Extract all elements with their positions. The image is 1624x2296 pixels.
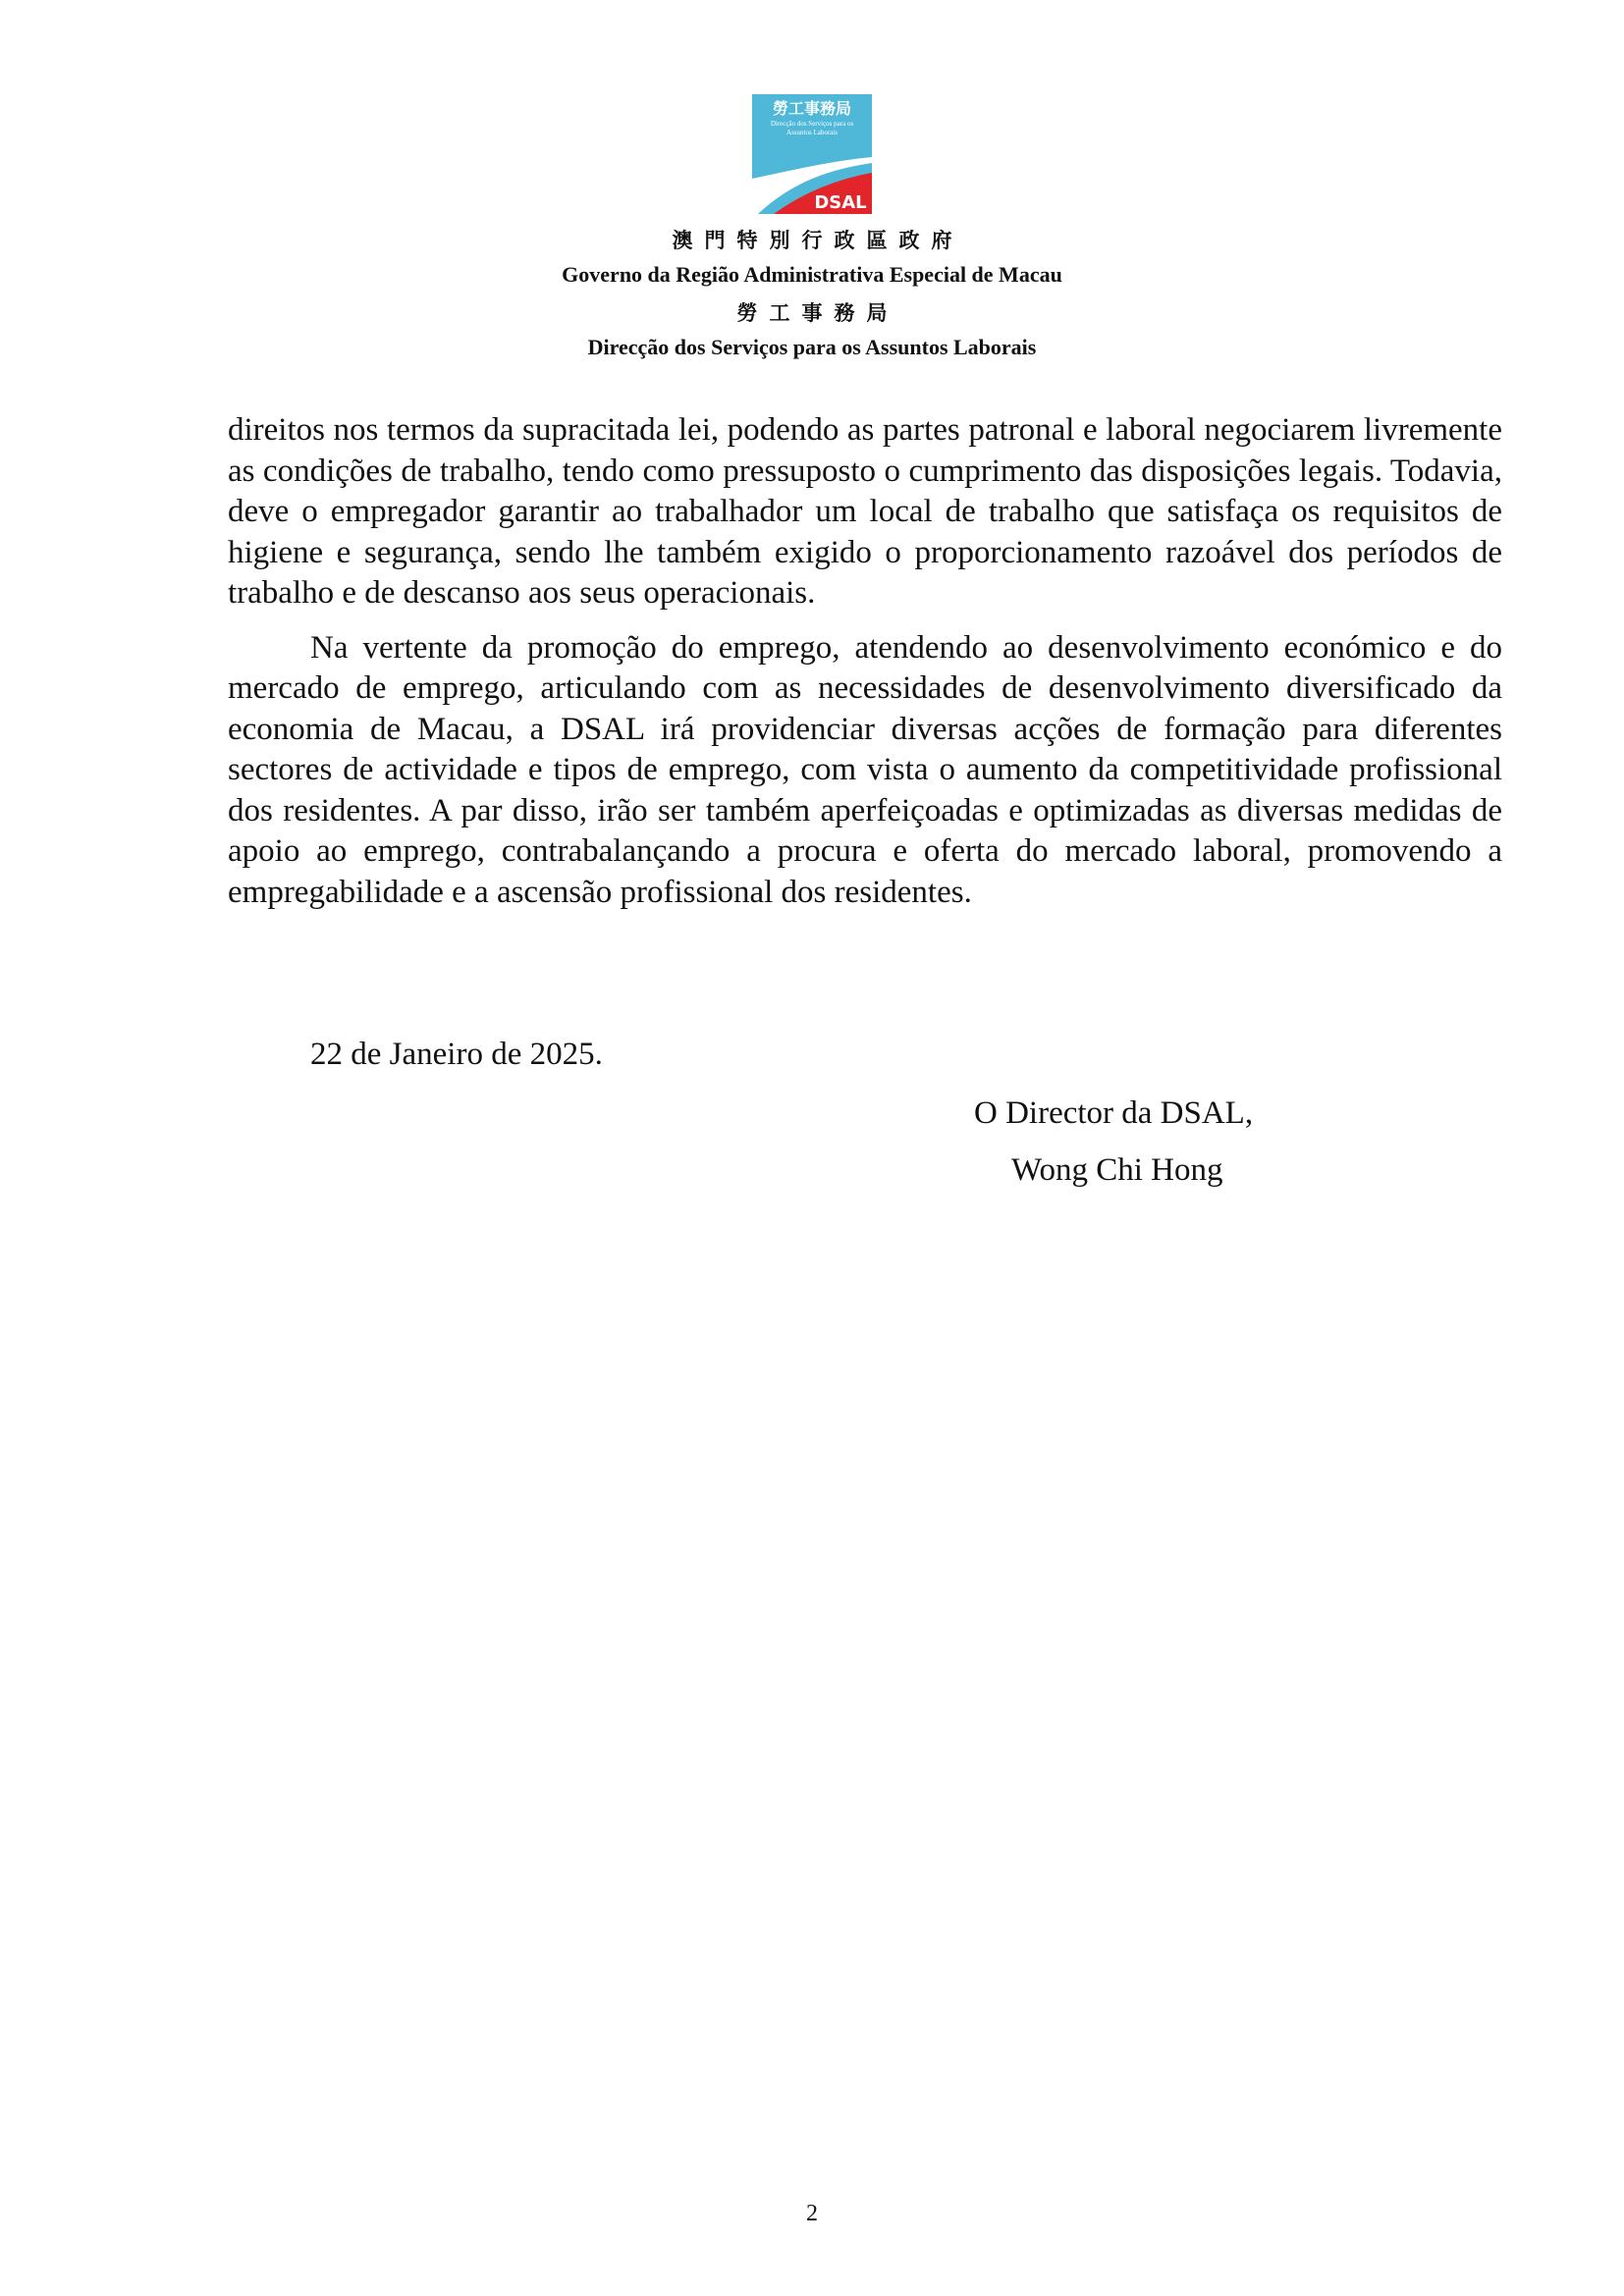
government-name-chinese: 澳門特別行政區政府 [672, 229, 964, 252]
department-name-portuguese: Direcção dos Serviços para os Assuntos Laborais [587, 335, 1037, 359]
body-paragraph-1: direitos nos termos da supracitada lei, podendo as partes patronal e laboral negociarem livremente as condições de trabalho, tendo como pressuposto o cumprimento das disposições legais. Todavia, deve o empregador garantir ao trabalhador um local de trabalho que satisfaça os requisitos de higiene e segurança, sendo lhe também exigido o proporcionamento razoável dos períodos de trabalho e de descanso aos seus operacionais. [228, 412, 1502, 611]
body-paragraph-2: Na vertente da promoção do emprego, atendendo ao desenvolvimento económico e do mercado de emprego, articulando com as necessidades de desenvolvimento diversificado da economia de Macau, a DSAL irá providenciar diversas acções de formação para diferentes sectores de actividade e tipos de emprego, com vista o aumento da competitividade profissional dos residentes. A par disso, irão ser também aperfeiçoadas e optimizadas as diversas medidas de apoio ao emprego, contrabalançando a procura e oferta do mercado laboral, promovendo a empregabilidade e a ascensão profissional dos residentes. [228, 629, 1502, 910]
logo-chinese-text: 勞工事務局 [772, 99, 852, 118]
logo-acronym: DSAL [814, 192, 867, 213]
dsal-logo [752, 94, 872, 214]
department-name-chinese: 勞工事務局 [736, 301, 899, 325]
letter-body [228, 410, 1502, 913]
letterhead [0, 94, 1624, 361]
page-number: 2 [806, 2201, 818, 2226]
signature-title: O Director da DSAL, [974, 1095, 1254, 1131]
government-name-portuguese: Governo da Região Administrativa Especial de Macau [562, 262, 1062, 287]
logo-portuguese-text: Direcção dos Serviços para os Assuntos Laborais [770, 120, 854, 136]
signature-name: Wong Chi Hong [1011, 1152, 1223, 1188]
letter-date: 22 de Janeiro de 2025. [310, 1037, 603, 1072]
